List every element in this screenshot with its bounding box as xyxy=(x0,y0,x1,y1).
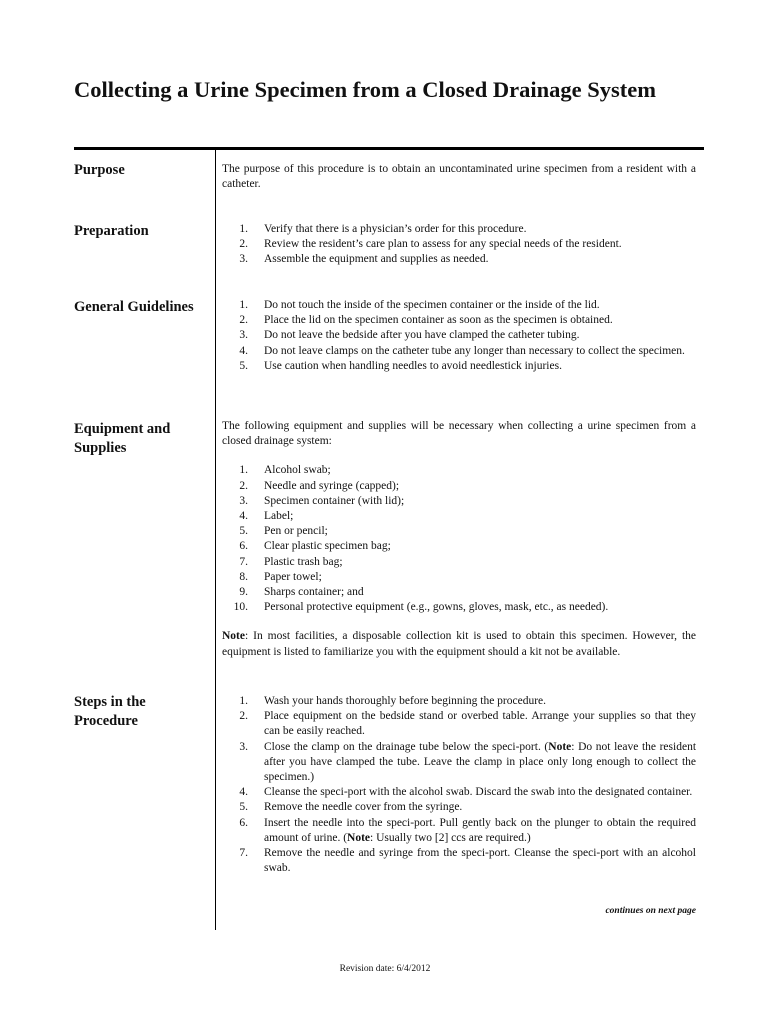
preparation-heading: Preparation xyxy=(74,223,149,239)
item-text: Label; xyxy=(264,510,294,523)
item-number: 6. xyxy=(239,540,248,553)
guidelines-section xyxy=(222,298,696,374)
item-number: 3. xyxy=(239,740,248,753)
list-item xyxy=(222,740,696,786)
item-text: Do not leave clamps on the catheter tube any longer than necessary to collect the specimen. xyxy=(264,344,685,357)
item-text-pre: Insert the needle into the speci-port. Pull gently back on the plunger to obtain the required amount of urine. ( xyxy=(264,816,696,844)
item-text: Verify that there is a physician’s order for this procedure. xyxy=(264,223,527,235)
list-item xyxy=(222,222,696,237)
item-note-label: Note xyxy=(548,740,572,753)
list-item xyxy=(222,539,696,554)
note-label: Note xyxy=(222,630,245,643)
item-number: 7. xyxy=(239,847,248,860)
item-text: Specimen container (with lid); xyxy=(264,494,405,507)
item-text: Remove the needle cover from the syringe. xyxy=(264,801,463,814)
preparation-section xyxy=(222,222,696,268)
item-text: Sharps container; and xyxy=(264,586,364,599)
item-text: Personal protective equipment (e.g., gowns, gloves, mask, etc., as needed). xyxy=(264,601,609,614)
item-number: 5. xyxy=(239,359,248,372)
item-number: 9. xyxy=(239,586,248,599)
purpose-heading: Purpose xyxy=(74,162,125,178)
item-number: 1. xyxy=(239,299,248,311)
item-text: Do not touch the inside of the specimen container or the inside of the lid. xyxy=(264,299,600,311)
item-text xyxy=(264,816,696,846)
list-item xyxy=(222,800,696,815)
note-text: : In most facilities, a disposable collection kit is used to obtain this specimen. However, the equipment is listed to familiarize you with the equipment should a kit not be available. xyxy=(222,630,696,658)
list-item xyxy=(222,709,696,739)
steps-list xyxy=(222,694,696,876)
equipment-heading-line2: Supplies xyxy=(74,440,127,456)
purpose-section xyxy=(222,162,696,192)
item-number: 3. xyxy=(239,329,248,342)
revision-date: Revision date: 6/4/2012 xyxy=(339,964,431,974)
list-item xyxy=(222,846,696,876)
list-item xyxy=(222,463,696,478)
item-text: Plastic trash bag; xyxy=(264,555,343,568)
equipment-section xyxy=(222,419,696,660)
equipment-heading xyxy=(74,420,209,458)
equipment-list xyxy=(222,463,696,615)
item-number: 10. xyxy=(233,601,248,614)
guidelines-list xyxy=(222,298,696,374)
item-text: Wash your hands thoroughly before beginning the procedure. xyxy=(264,695,547,707)
item-text: Do not leave the bedside after you have clamped the catheter tubing. xyxy=(264,329,580,342)
steps-heading-line2: Procedure xyxy=(74,713,138,729)
equipment-heading-line1: Equipment and xyxy=(74,421,171,437)
item-number: 2. xyxy=(239,479,248,492)
item-number: 5. xyxy=(239,801,248,814)
item-number: 5. xyxy=(239,525,248,538)
list-item xyxy=(222,237,696,252)
preparation-list xyxy=(222,222,696,268)
list-item xyxy=(222,344,696,359)
item-text: Place equipment on the bedside stand or overbed table. Arrange your supplies so that they can be easily reached. xyxy=(264,710,696,738)
item-number: 4. xyxy=(239,510,248,523)
item-text: Clear plastic specimen bag; xyxy=(264,540,391,553)
item-text: Place the lid on the specimen container as soon as the specimen is obtained. xyxy=(264,314,613,327)
list-item xyxy=(222,313,696,328)
item-text: Paper towel; xyxy=(264,570,322,583)
equipment-intro: The following equipment and supplies will be necessary when collecting a urine specimen from a closed drainage system: xyxy=(222,420,696,448)
steps-heading xyxy=(74,693,209,731)
page-title: Collecting a Urine Specimen from a Closed Drainage System xyxy=(74,77,657,102)
list-item xyxy=(222,785,696,800)
list-item xyxy=(222,555,696,570)
item-text: Pen or pencil; xyxy=(264,525,328,538)
item-text: Cleanse the speci-port with the alcohol swab. Discard the swab into the designated container. xyxy=(264,786,693,799)
list-item xyxy=(222,359,696,374)
item-number: 6. xyxy=(239,816,248,829)
list-item xyxy=(222,494,696,509)
purpose-text: The purpose of this procedure is to obtain an uncontaminated urine specimen from a resident with a catheter. xyxy=(222,163,696,191)
item-number: 3. xyxy=(239,494,248,507)
item-text: Use caution when handling needles to avoid needlestick injuries. xyxy=(264,359,562,372)
steps-section xyxy=(222,694,696,876)
item-text: Remove the needle and syringe from the speci-port. Cleanse the speci-port with an alcohol swab. xyxy=(264,847,696,875)
list-item xyxy=(222,585,696,600)
list-item xyxy=(222,252,696,267)
item-text xyxy=(264,740,696,786)
item-number: 2. xyxy=(239,238,248,251)
item-text-post: : Usually two [2] ccs are required.) xyxy=(370,831,531,844)
item-text-post: : Do not leave the resident after you have clamped the tube. Leave the clamp in place only long enough to collect the specimen.) xyxy=(264,740,697,784)
item-number: 1. xyxy=(239,695,248,707)
list-item xyxy=(222,600,696,615)
list-item xyxy=(222,479,696,494)
item-text-pre: Close the clamp on the drainage tube below the speci-port. ( xyxy=(264,740,549,753)
item-number: 2. xyxy=(239,314,248,327)
item-number: 1. xyxy=(239,223,248,235)
list-item xyxy=(222,816,696,846)
list-item xyxy=(222,524,696,539)
item-text: Review the resident’s care plan to assess for any special needs of the resident. xyxy=(264,238,622,251)
item-note-label: Note xyxy=(347,831,371,844)
item-text: Assemble the equipment and supplies as needed. xyxy=(264,253,489,266)
steps-heading-line1: Steps in the xyxy=(74,694,146,710)
list-item xyxy=(222,570,696,585)
item-number: 1. xyxy=(239,464,248,477)
list-item xyxy=(222,298,696,313)
item-text: Needle and syringe (capped); xyxy=(264,479,400,492)
list-item xyxy=(222,694,696,709)
item-text: Alcohol swab; xyxy=(264,464,331,477)
list-item xyxy=(222,509,696,524)
guidelines-heading: General Guidelines xyxy=(74,299,194,315)
item-number: 8. xyxy=(239,570,248,583)
item-number: 2. xyxy=(239,710,248,723)
title-rule xyxy=(74,147,704,150)
column-divider xyxy=(215,150,216,930)
list-item xyxy=(222,328,696,343)
item-number: 7. xyxy=(239,555,248,568)
item-number: 3. xyxy=(239,253,248,266)
continues-note: continues on next page xyxy=(605,906,696,916)
item-number: 4. xyxy=(239,344,248,357)
item-number: 4. xyxy=(239,786,248,799)
equipment-note xyxy=(222,629,696,659)
